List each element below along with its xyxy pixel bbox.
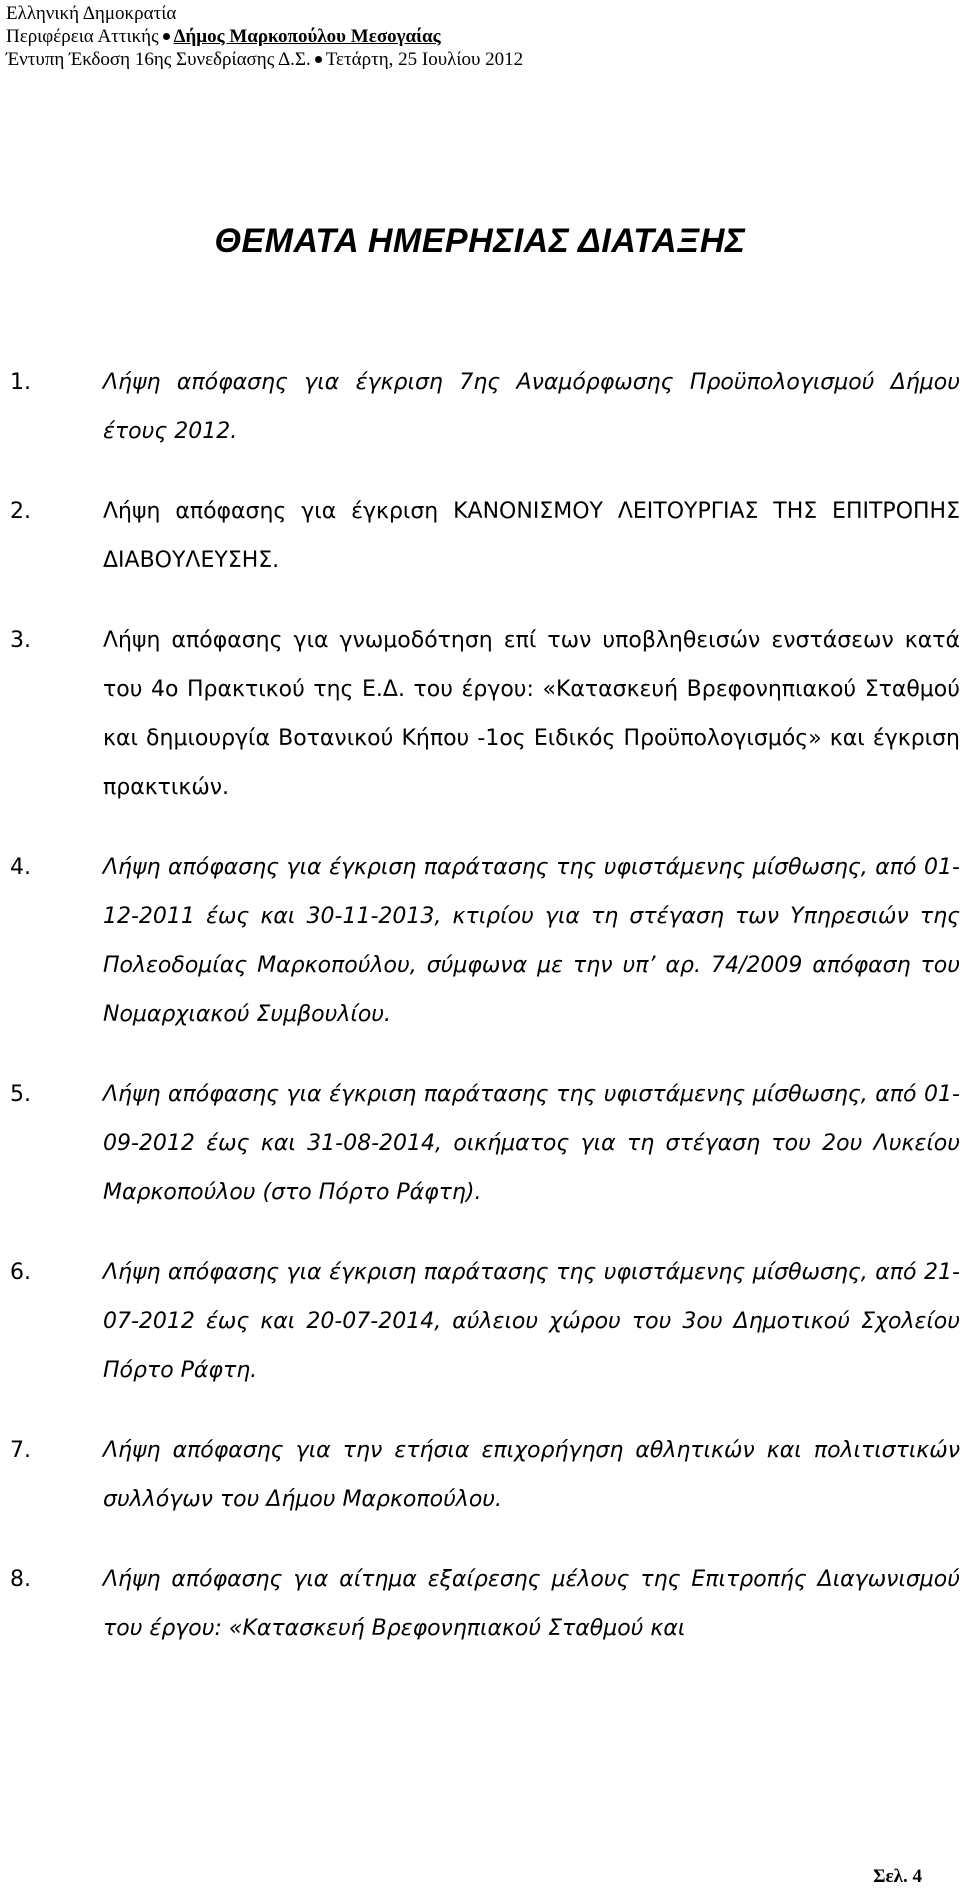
item-text: Λήψη απόφασης για έγκριση παράτασης της υφιστάμενης μίσθωσης, από 01-12-2011 έως και 30-11-2013, κτιρίου για τη στέγαση των Υπηρεσιών της Πολεοδομίας Μαρκοπούλου, σύμφωνα με την υπ’ αρ. 74/2009 απόφαση του Νομαρχιακού Συμβουλίου. [103,855,960,1027]
item-number: 3. [10,628,31,653]
item-number: 8. [10,1567,31,1592]
header-municipality: Δήμος Μαρκοπούλου Μεσογαίας [173,26,441,47]
header-country: Ελληνική Δημοκρατία [6,3,177,24]
document-header [6,2,523,71]
agenda-title: ΘΕΜΑΤΑ ΗΜΕΡΗΣΙΑΣ ΔΙΑΤΑΞΗΣ [214,222,746,260]
agenda-item-4 [10,843,960,1039]
item-text: Λήψη απόφασης για έγκριση ΚΑΝΟΝΙΣΜΟΥ ΛΕΙΤΟΥΡΓΙΑΣ ΤΗΣ ΕΠΙΤΡΟΠΗΣ ΔΙΑΒΟΥΛΕΥΣΗΣ. [103,499,960,573]
agenda-item-5 [10,1070,960,1217]
item-text: Λήψη απόφασης για έγκριση παράτασης της υφιστάμενης μίσθωσης, από 01-09-2012 έως και 31-08-2014, οικήματος για τη στέγαση του 2ου Λυκείου Μαρκοπούλου (στο Πόρτο Ράφτη). [103,1082,960,1205]
item-text: Λήψη απόφασης για αίτημα εξαίρεσης μέλους της Επιτροπής Διαγωνισμού του έργου: «Κατασκευή Βρεφονηπιακού Σταθμού και [103,1567,960,1641]
item-number: 5. [10,1082,31,1107]
agenda-item-1 [10,358,960,456]
bullet-icon [315,56,322,63]
header-session-line [6,48,523,71]
header-region: Περιφέρεια Αττικής [6,26,159,47]
agenda-item-3 [10,616,960,812]
item-text: Λήψη απόφασης για έγκριση παράτασης της υφιστάμενης μίσθωσης, από 21-07-2012 έως και 20-07-2014, αύλειου χώρου του 3ου Δημοτικού Σχολείου Πόρτο Ράφτη. [103,1260,960,1383]
item-number: 1. [10,370,31,395]
agenda-list [10,358,960,1684]
agenda-item-2 [10,487,960,585]
agenda-item-7 [10,1426,960,1524]
item-text: Λήψη απόφασης για γνωμοδότηση επί των υποβληθεισών ενστάσεων κατά του 4ο Πρακτικού της Ε.Δ. του έργου: «Κατασκευή Βρεφονηπιακού Σταθμού και δημιουργία Βοτανικού Κήπου -1ος Ειδικός Προϋπολογισμός» και έγκριση πρακτικών. [103,628,960,800]
item-text: Λήψη απόφασης για έγκριση 7ης Αναμόρφωσης Προϋπολογισμού Δήμου έτους 2012. [103,370,960,444]
item-text: Λήψη απόφασης για την ετήσια επιχορήγηση αθλητικών και πολιτιστικών συλλόγων του Δήμου Μαρκοπούλου. [103,1438,960,1512]
item-number: 2. [10,499,31,524]
page-number: Σελ. 4 [873,1866,922,1887]
item-number: 6. [10,1260,31,1285]
bullet-icon [163,33,170,40]
item-number: 4. [10,855,31,880]
header-date: Τετάρτη, 25 Ιουλίου 2012 [325,49,524,70]
header-region-line [6,25,523,48]
agenda-item-8 [10,1555,960,1653]
item-number: 7. [10,1438,31,1463]
header-session: Έντυπη Έκδοση 16ης Συνεδρίασης Δ.Σ. [6,49,311,70]
agenda-item-6 [10,1248,960,1395]
